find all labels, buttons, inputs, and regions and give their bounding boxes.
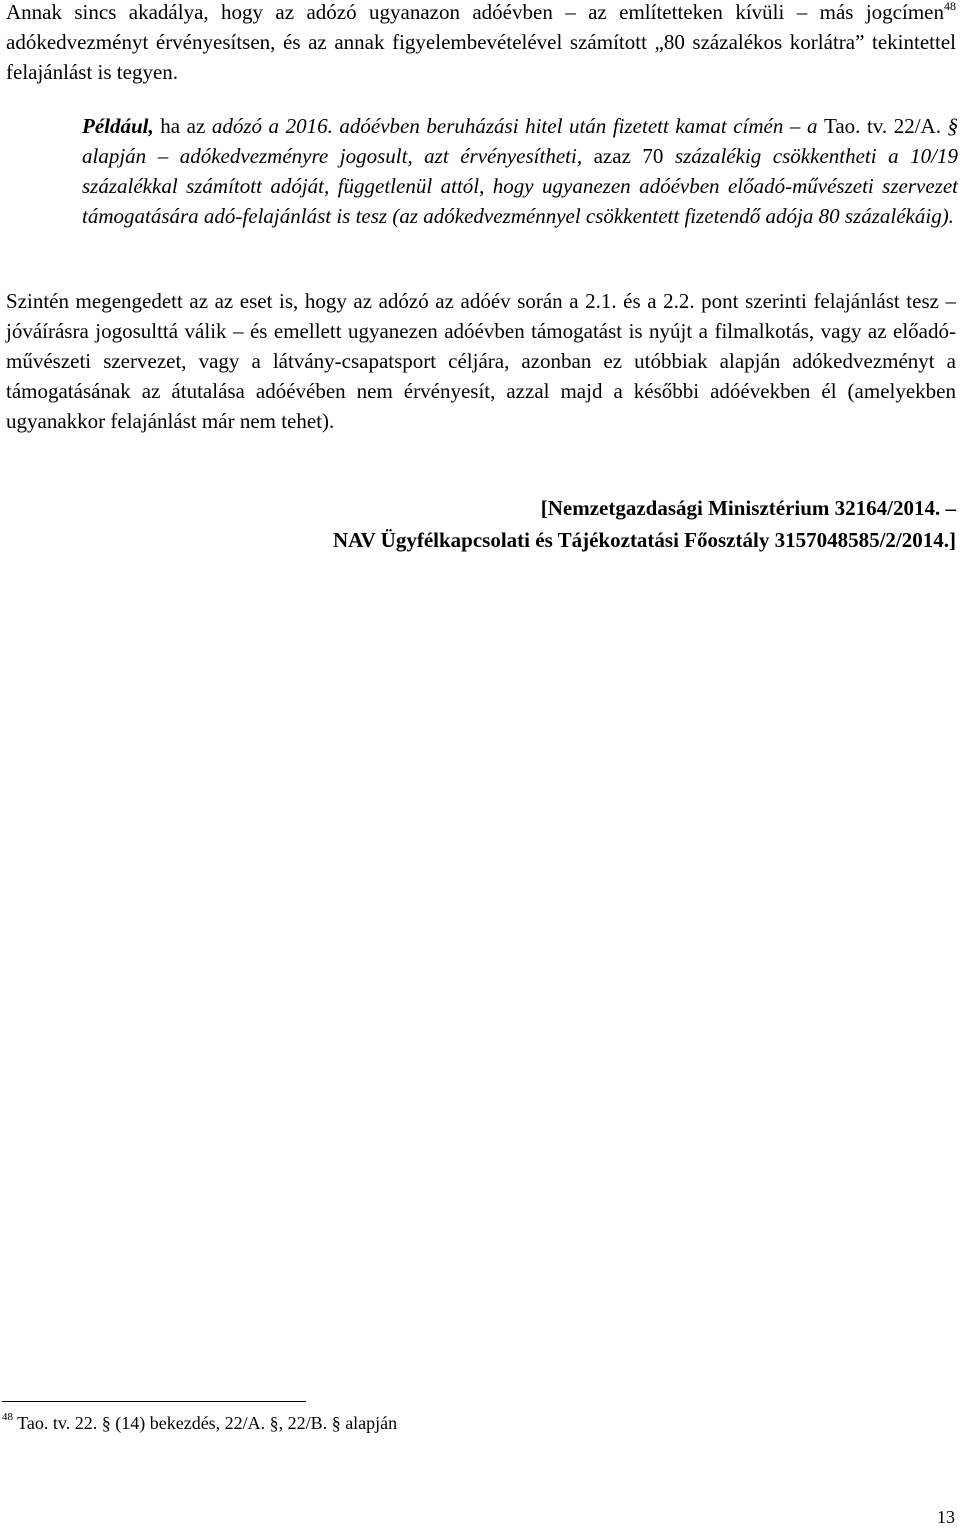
paragraph-1-text-b: adókedvezményt érvényesítsen, és az annak figyelembevételével számított „80 százalékos korlátra” tekintettel felajánlást is tegyen. — [6, 30, 956, 84]
paragraph-2-example — [82, 111, 958, 231]
example-text-4: § alapján – adókedvezményre jogosult, azt érvényesítheti, — [82, 114, 959, 168]
example-text-6: százalékig csökkentheti a 10/19 százalékkal számított adóját, függetlenül attól, hogy ugyanezen adóévben előadó-művészeti szervezet támogatására adó-felajánlást is tesz (az adókedvezménnyel csökkentett fizetendő adója 80 százalékáig). — [82, 144, 958, 228]
example-lead: Például, — [82, 114, 154, 138]
citation-line-1: [Nemzetgazdasági Minisztérium 32164/2014. – — [540, 496, 956, 520]
example-text-3: Tao. tv. 22/A. — [823, 114, 948, 138]
page-number: 13 — [937, 1507, 955, 1527]
footnote-reference[interactable]: 48 — [944, 0, 956, 13]
paragraph-3: Szintén megengedett az az eset is, hogy az adózó az adóév során a 2.1. és a 2.2. pont szerinti felajánlást tesz – jóváírásra jogosulttá válik – és emellett ugyanezen adóévben támogatást is nyújt a filmalkotás, vagy az előadó-művészeti szervezet, vagy a látvány-csapatsport céljára, azonban ez utóbbiak alapján adókedvezményt a támogatásának az átutalása adóévében nem érvényesít, azzal majd a későbbi adóévekben él (amelyekben ugyanakkor felajánlást már nem tehet). — [6, 289, 956, 433]
footnote-number: 48 — [2, 1411, 13, 1423]
paragraph-1 — [6, 0, 956, 87]
paragraph-1-text-a: Annak sincs akadálya, hogy az adózó ugyanazon adóévben – az említetteken kívüli – más jogcímen — [6, 0, 944, 24]
footnote-text: Tao. tv. 22. § (14) bekezdés, 22/A. §, 22/B. § alapján — [13, 1413, 398, 1433]
example-text-2: adózó a 2016. adóévben beruházási hitel után fizetett kamat címén – a — [211, 114, 824, 138]
example-text-5: azaz 70 — [582, 144, 675, 168]
example-text-1: ha az — [153, 114, 212, 138]
footnote — [2, 1411, 397, 1435]
citation-line-2: NAV Ügyfélkapcsolati és Tájékoztatási Főosztály 3157048585/2/2014.] — [333, 528, 956, 552]
source-citation — [333, 492, 956, 556]
footnote-separator — [2, 1401, 306, 1402]
